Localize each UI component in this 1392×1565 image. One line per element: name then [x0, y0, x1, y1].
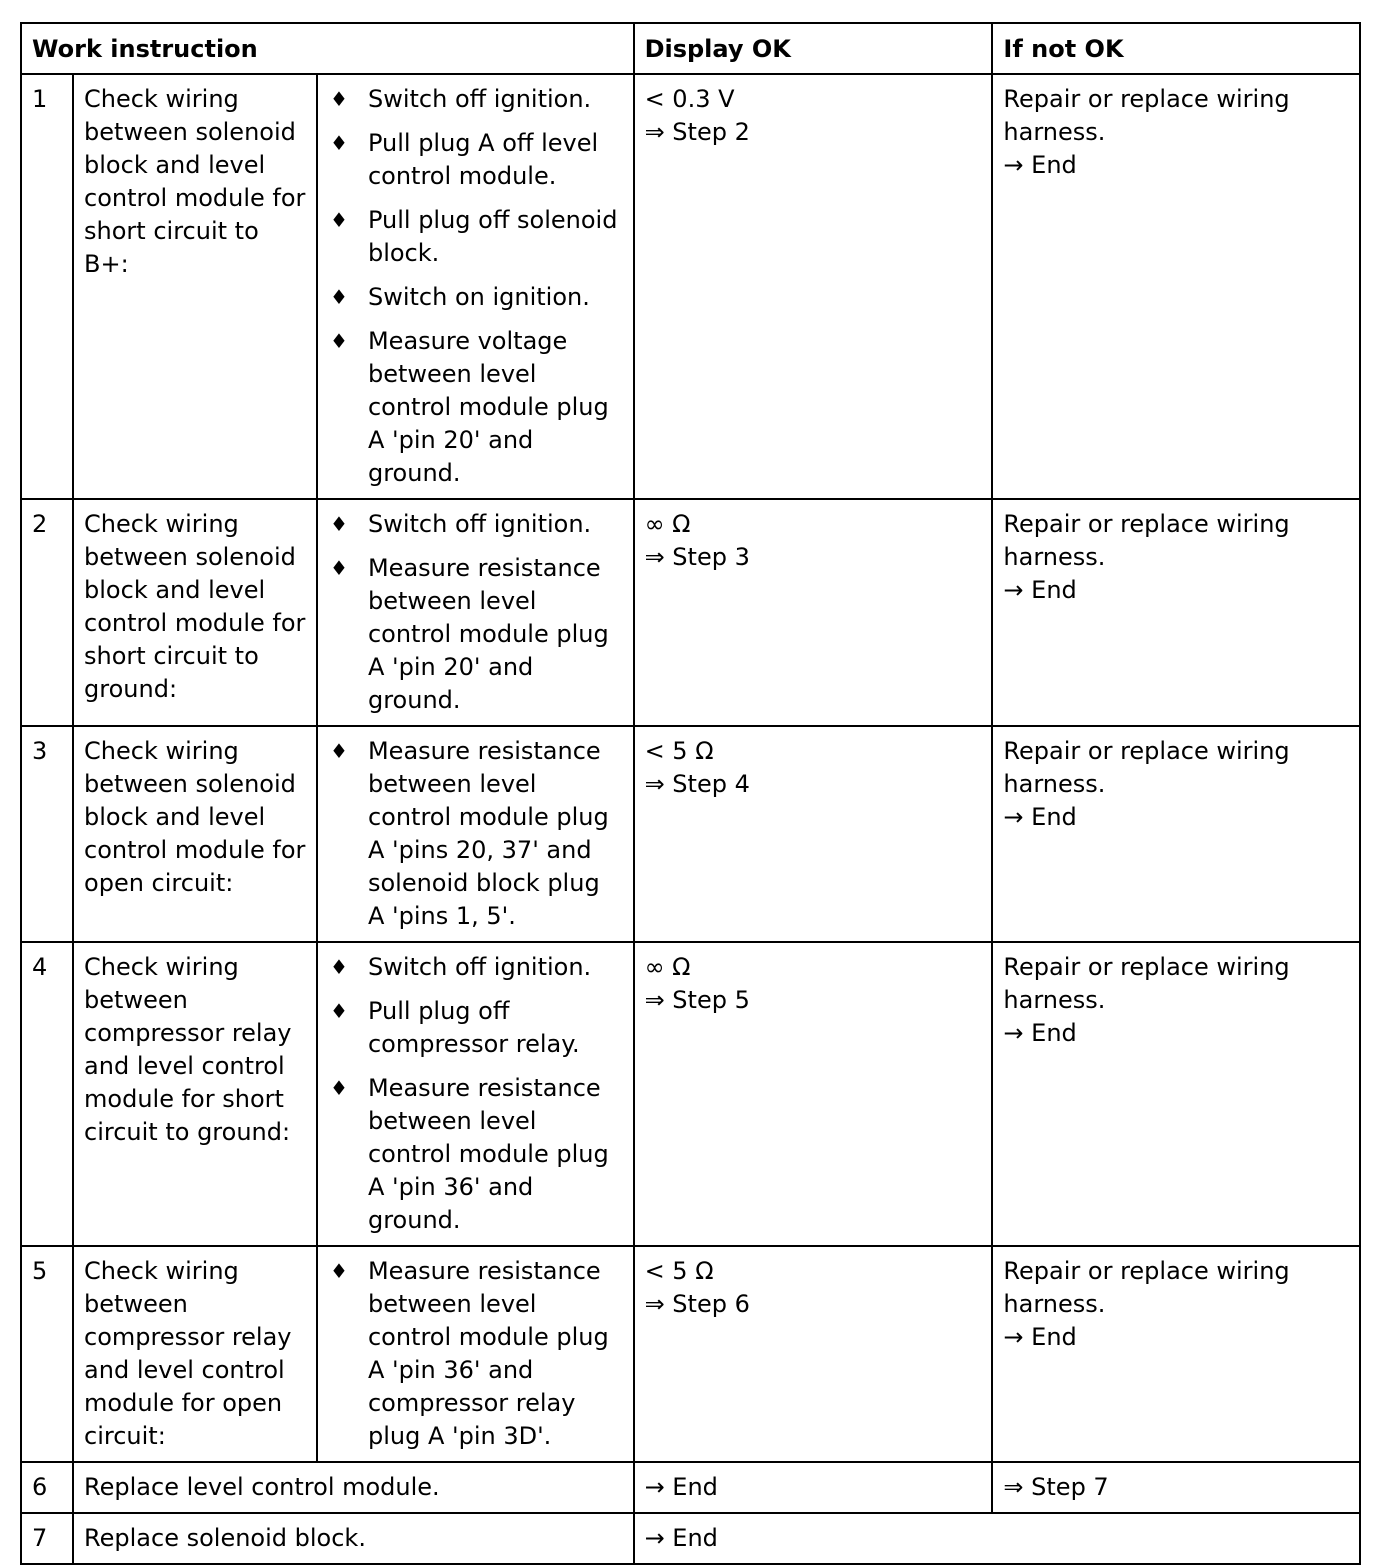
remedy-text: Repair or replace wiring harness. — [1003, 737, 1298, 798]
step-number: 3 — [21, 726, 73, 942]
step-actions — [317, 942, 634, 1246]
step-actions — [317, 74, 634, 499]
action-item — [328, 552, 623, 717]
work-instruction-table — [20, 22, 1361, 1565]
step-description: Replace level control module. — [73, 1462, 634, 1513]
action-text: Pull plug A off level control module. — [367, 129, 599, 190]
header-display-ok: Display OK — [634, 23, 993, 74]
action-text: Switch off ignition. — [367, 953, 592, 981]
action-list — [328, 508, 623, 717]
remedy-text: Repair or replace wiring harness. — [1003, 510, 1298, 571]
table-row-step-5 — [21, 1246, 1360, 1462]
table-row-step-2 — [21, 499, 1360, 726]
step-description: Check wiring between solenoid block and level control module for short circuit to B+: — [73, 74, 317, 499]
step-description: Check wiring between compressor relay and level control module for open circuit: — [73, 1246, 317, 1462]
diamond-bullet-icon: ♦ — [329, 131, 348, 155]
diamond-bullet-icon: ♦ — [329, 1259, 348, 1283]
diamond-bullet-icon: ♦ — [329, 999, 348, 1023]
expected-value: ∞ Ω — [644, 953, 691, 981]
table-row-step-7 — [21, 1513, 1360, 1564]
expected-value: ∞ Ω — [644, 510, 691, 538]
display-ok-result — [634, 1246, 993, 1462]
step-description: Check wiring between solenoid block and level control module for short circuit to ground: — [73, 499, 317, 726]
action-item — [328, 281, 623, 314]
if-not-ok-result — [992, 1246, 1360, 1462]
remedy-text: Repair or replace wiring harness. — [1003, 953, 1298, 1014]
action-text: Pull plug off compressor relay. — [367, 997, 580, 1058]
action-text: Measure resistance between level control module plug A 'pins 20, 37' and solenoid block plug A 'pins 1, 5'. — [367, 737, 609, 930]
next-step-link: ⇒ Step 2 — [644, 118, 750, 146]
diamond-bullet-icon: ♦ — [329, 556, 348, 580]
display-ok-result: → End — [634, 1513, 1360, 1564]
table-row-step-3 — [21, 726, 1360, 942]
next-step-link: ⇒ Step 6 — [644, 1290, 750, 1318]
end-marker: → End — [1003, 1323, 1077, 1351]
step-description: Check wiring between solenoid block and level control module for open circuit: — [73, 726, 317, 942]
step-actions — [317, 726, 634, 942]
step-number: 5 — [21, 1246, 73, 1462]
action-item — [328, 1255, 623, 1453]
step-actions — [317, 499, 634, 726]
diamond-bullet-icon: ♦ — [329, 208, 348, 232]
action-text: Pull plug off solenoid block. — [367, 206, 618, 267]
step-number: 1 — [21, 74, 73, 499]
diamond-bullet-icon: ♦ — [329, 285, 348, 309]
diamond-bullet-icon: ♦ — [329, 955, 348, 979]
action-item — [328, 83, 623, 116]
table-row-step-4 — [21, 942, 1360, 1246]
if-not-ok-result — [992, 499, 1360, 726]
action-text: Measure resistance between level control module plug A 'pin 36' and ground. — [367, 1074, 609, 1234]
step-number: 2 — [21, 499, 73, 726]
next-step-link: ⇒ Step 4 — [644, 770, 750, 798]
end-marker: → End — [1003, 1019, 1077, 1047]
expected-value: < 5 Ω — [644, 737, 714, 765]
action-text: Measure resistance between level control module plug A 'pin 20' and ground. — [367, 554, 609, 714]
action-list — [328, 951, 623, 1237]
action-item — [328, 508, 623, 541]
end-marker: → End — [1003, 576, 1077, 604]
remedy-text: Repair or replace wiring harness. — [1003, 85, 1298, 146]
step-number: 4 — [21, 942, 73, 1246]
action-text: Switch on ignition. — [367, 283, 590, 311]
action-list — [328, 1255, 623, 1453]
if-not-ok-result — [992, 74, 1360, 499]
header-if-not-ok: If not OK — [992, 23, 1360, 74]
if-not-ok-result — [992, 942, 1360, 1246]
display-ok-result — [634, 942, 993, 1246]
action-item — [328, 325, 623, 490]
action-list — [328, 735, 623, 933]
step-actions — [317, 1246, 634, 1462]
action-item — [328, 127, 623, 193]
step-number: 6 — [21, 1462, 73, 1513]
remedy-text: Repair or replace wiring harness. — [1003, 1257, 1298, 1318]
end-marker: → End — [1003, 803, 1077, 831]
next-step-link: ⇒ Step 5 — [644, 986, 750, 1014]
display-ok-result — [634, 499, 993, 726]
display-ok-result — [634, 74, 993, 499]
action-item — [328, 1072, 623, 1237]
expected-value: < 5 Ω — [644, 1257, 714, 1285]
diamond-bullet-icon: ♦ — [329, 329, 348, 353]
expected-value: < 0.3 V — [644, 85, 735, 113]
display-ok-result: → End — [634, 1462, 993, 1513]
header-work-instruction: Work instruction — [21, 23, 634, 74]
step-number: 7 — [21, 1513, 73, 1564]
table-row-step-1 — [21, 74, 1360, 499]
action-list — [328, 83, 623, 490]
diamond-bullet-icon: ♦ — [329, 512, 348, 536]
next-step-link: ⇒ Step 3 — [644, 543, 750, 571]
action-item — [328, 204, 623, 270]
action-item — [328, 735, 623, 933]
diamond-bullet-icon: ♦ — [329, 87, 348, 111]
if-not-ok-result: ⇒ Step 7 — [992, 1462, 1360, 1513]
action-text: Switch off ignition. — [367, 85, 592, 113]
action-text: Measure resistance between level control module plug A 'pin 36' and compressor relay plug A 'pin 3D'. — [367, 1257, 609, 1450]
end-marker: → End — [1003, 151, 1077, 179]
display-ok-result — [634, 726, 993, 942]
if-not-ok-result — [992, 726, 1360, 942]
step-description: Replace solenoid block. — [73, 1513, 634, 1564]
action-item — [328, 995, 623, 1061]
action-text: Switch off ignition. — [367, 510, 592, 538]
diamond-bullet-icon: ♦ — [329, 1076, 348, 1100]
action-item — [328, 951, 623, 984]
diamond-bullet-icon: ♦ — [329, 739, 348, 763]
step-description: Check wiring between compressor relay and level control module for short circuit to ground: — [73, 942, 317, 1246]
table-header-row — [21, 23, 1360, 74]
action-text: Measure voltage between level control module plug A 'pin 20' and ground. — [367, 327, 609, 487]
